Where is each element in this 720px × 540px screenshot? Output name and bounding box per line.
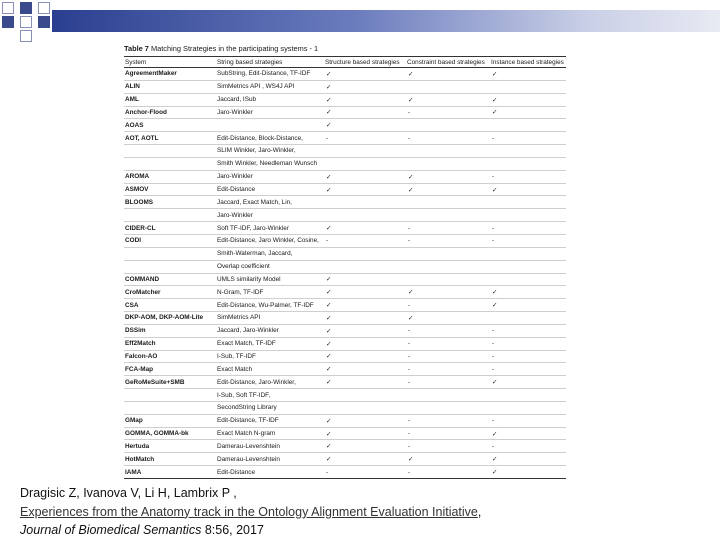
cell-constraint	[406, 273, 490, 286]
cell-constraint: -	[406, 376, 490, 389]
cell-structure: ✓	[324, 427, 406, 440]
table-row	[124, 145, 566, 158]
cell-system	[124, 401, 216, 414]
table-row	[124, 80, 566, 93]
table-row	[124, 337, 566, 350]
table-row	[124, 466, 566, 479]
cell-system	[124, 157, 216, 170]
table-row	[124, 453, 566, 466]
cell-string: Jaro-Winkler	[216, 209, 324, 222]
cell-structure: ✓	[324, 324, 406, 337]
cell-constraint: -	[406, 350, 490, 363]
cell-constraint: -	[406, 106, 490, 119]
cell-string: UMLS similarity Model	[216, 273, 324, 286]
cell-instance	[490, 312, 566, 325]
table-row	[124, 234, 566, 247]
cell-structure: ✓	[324, 222, 406, 235]
table-row	[124, 247, 566, 260]
cell-structure: ✓	[324, 183, 406, 196]
cell-system: CSA	[124, 299, 216, 312]
cell-system: COMMAND	[124, 273, 216, 286]
cell-instance: ✓	[490, 183, 566, 196]
cell-constraint: -	[406, 299, 490, 312]
cell-instance: ✓	[490, 453, 566, 466]
square-7	[20, 30, 32, 42]
cell-constraint	[406, 145, 490, 158]
cell-instance	[490, 157, 566, 170]
table-row	[124, 132, 566, 145]
cell-system	[124, 247, 216, 260]
cell-instance	[490, 273, 566, 286]
table-row	[124, 170, 566, 183]
cell-string: Exact Match, TF-IDF	[216, 337, 324, 350]
cell-string: SimMetrics API , WS4J API	[216, 80, 324, 93]
cell-constraint: -	[406, 324, 490, 337]
cell-structure: ✓	[324, 299, 406, 312]
citation-comma: ,	[477, 504, 482, 519]
table-row	[124, 68, 566, 81]
cell-structure: ✓	[324, 93, 406, 106]
cell-string: Smith-Waterman, Jaccard,	[216, 247, 324, 260]
cell-structure: ✓	[324, 363, 406, 376]
cell-instance: ✓	[490, 466, 566, 479]
cell-instance: -	[490, 324, 566, 337]
cell-string: Exact Match N-gram	[216, 427, 324, 440]
table-body	[124, 68, 566, 479]
matching-strategies-table	[124, 44, 566, 479]
cell-structure: ✓	[324, 376, 406, 389]
cell-system: CroMatcher	[124, 286, 216, 299]
cell-structure	[324, 389, 406, 402]
cell-system	[124, 260, 216, 273]
cell-instance	[490, 260, 566, 273]
cell-constraint	[406, 247, 490, 260]
cell-structure: ✓	[324, 119, 406, 132]
cell-constraint: ✓	[406, 453, 490, 466]
cell-structure: -	[324, 132, 406, 145]
table-row	[124, 312, 566, 325]
header-string: String based strategies	[216, 57, 324, 68]
table-row	[124, 157, 566, 170]
citation-volume: 8:56, 2017	[201, 523, 264, 537]
table-row	[124, 260, 566, 273]
cell-structure: ✓	[324, 337, 406, 350]
cell-system	[124, 209, 216, 222]
cell-string: Soft TF-IDF, Jaro-Winkler	[216, 222, 324, 235]
cell-instance: ✓	[490, 286, 566, 299]
header-system: System	[124, 57, 216, 68]
square-4	[20, 16, 32, 28]
cell-instance: -	[490, 350, 566, 363]
cell-structure: -	[324, 234, 406, 247]
cell-structure: ✓	[324, 106, 406, 119]
table-row	[124, 389, 566, 402]
cell-system: GMap	[124, 414, 216, 427]
cell-structure	[324, 145, 406, 158]
header-instance: Instance based strategies	[490, 57, 566, 68]
cell-system: CODI	[124, 234, 216, 247]
cell-string: Exact Match	[216, 363, 324, 376]
cell-system: ALIN	[124, 80, 216, 93]
cell-constraint	[406, 389, 490, 402]
cell-system: CIDER-CL	[124, 222, 216, 235]
cell-instance	[490, 247, 566, 260]
cell-instance: -	[490, 132, 566, 145]
citation-authors: Dragisic Z, Ivanova V, Li H, Lambrix P ,	[20, 486, 237, 500]
cell-constraint: -	[406, 440, 490, 453]
cell-constraint	[406, 157, 490, 170]
cell-system: AROMA	[124, 170, 216, 183]
cell-string: Edit-Distance	[216, 466, 324, 479]
table-header-row	[124, 57, 566, 68]
citation-title-line	[20, 503, 481, 522]
cell-system: DKP-AOM, DKP-AOM-Lite	[124, 312, 216, 325]
cell-structure	[324, 401, 406, 414]
cell-string: Smith Winkler, Needleman Wunsch	[216, 157, 324, 170]
cell-string: Jaccard, Exact Match, Lin,	[216, 196, 324, 209]
cell-constraint: -	[406, 234, 490, 247]
cell-instance: -	[490, 337, 566, 350]
cell-structure	[324, 157, 406, 170]
cell-system: Eff2Match	[124, 337, 216, 350]
cell-string: Jaro-Winkler	[216, 106, 324, 119]
cell-instance: ✓	[490, 376, 566, 389]
table-row	[124, 401, 566, 414]
cell-string: I-Sub, Soft TF-IDF,	[216, 389, 324, 402]
cell-constraint	[406, 196, 490, 209]
table-row	[124, 363, 566, 376]
cell-system: GOMMA, GOMMA-bk	[124, 427, 216, 440]
cell-structure: ✓	[324, 80, 406, 93]
cell-system: AgreementMaker	[124, 68, 216, 81]
table-row	[124, 196, 566, 209]
strategies-table	[124, 56, 566, 479]
header-constraint: Constraint based strategies	[406, 57, 490, 68]
cell-constraint: ✓	[406, 183, 490, 196]
cell-string: Damerau-Levenshtein	[216, 453, 324, 466]
table-row	[124, 209, 566, 222]
cell-constraint	[406, 209, 490, 222]
cell-structure: ✓	[324, 273, 406, 286]
table-row	[124, 440, 566, 453]
cell-constraint: ✓	[406, 68, 490, 81]
cell-instance: -	[490, 363, 566, 376]
cell-string: Edit-Distance, Jaro Winkler, Cosine,	[216, 234, 324, 247]
table-row	[124, 183, 566, 196]
cell-constraint: ✓	[406, 312, 490, 325]
cell-structure: ✓	[324, 453, 406, 466]
cell-string	[216, 119, 324, 132]
square-5	[38, 2, 50, 14]
table-row	[124, 222, 566, 235]
cell-instance	[490, 389, 566, 402]
square-6	[38, 16, 50, 28]
cell-system: AOT, AOTL	[124, 132, 216, 145]
cell-structure	[324, 260, 406, 273]
table-row	[124, 324, 566, 337]
cell-constraint	[406, 80, 490, 93]
table-row	[124, 414, 566, 427]
table-caption-text: Matching Strategies in the participating systems - 1	[150, 44, 319, 53]
citation-title-link[interactable]: Experiences from the Anatomy track in the Ontology Alignment Evaluation Initiative	[20, 504, 478, 519]
cell-string: Edit-Distance, Wu-Palmer, TF-IDF	[216, 299, 324, 312]
cell-constraint	[406, 260, 490, 273]
cell-system: DSSim	[124, 324, 216, 337]
cell-system: HotMatch	[124, 453, 216, 466]
cell-instance	[490, 401, 566, 414]
cell-instance	[490, 119, 566, 132]
cell-constraint: ✓	[406, 286, 490, 299]
cell-instance: ✓	[490, 427, 566, 440]
cell-string: SLIM Winkler, Jaro-Winkler,	[216, 145, 324, 158]
cell-instance: -	[490, 222, 566, 235]
cell-system: AOAS	[124, 119, 216, 132]
cell-string: Overlap coefficient	[216, 260, 324, 273]
cell-string: SecondString Library	[216, 401, 324, 414]
cell-constraint: -	[406, 222, 490, 235]
cell-structure	[324, 247, 406, 260]
table-row	[124, 376, 566, 389]
cell-string: Edit-Distance, Block-Distance,	[216, 132, 324, 145]
cell-instance: ✓	[490, 299, 566, 312]
cell-system	[124, 389, 216, 402]
cell-instance: ✓	[490, 106, 566, 119]
square-3	[2, 16, 14, 28]
cell-constraint: -	[406, 132, 490, 145]
cell-structure: -	[324, 466, 406, 479]
cell-structure: ✓	[324, 312, 406, 325]
cell-instance: ✓	[490, 68, 566, 81]
cell-constraint	[406, 119, 490, 132]
table-row	[124, 350, 566, 363]
table-row	[124, 286, 566, 299]
cell-string: Jaccard, Jaro-Winkler	[216, 324, 324, 337]
cell-constraint: -	[406, 337, 490, 350]
cell-constraint: -	[406, 363, 490, 376]
cell-string: Damerau-Levenshtein	[216, 440, 324, 453]
table-caption-label: Table 7	[124, 44, 149, 53]
cell-string: I-Sub, TF-IDF	[216, 350, 324, 363]
cell-instance	[490, 196, 566, 209]
cell-system: Hertuda	[124, 440, 216, 453]
square-2	[20, 2, 32, 14]
cell-string: Edit-Distance	[216, 183, 324, 196]
cell-string: Edit-Distance, Jaro-Winkler,	[216, 376, 324, 389]
title-bar	[52, 10, 720, 32]
cell-system: Anchor-Flood	[124, 106, 216, 119]
table-row	[124, 119, 566, 132]
cell-constraint: ✓	[406, 93, 490, 106]
cell-instance: -	[490, 234, 566, 247]
cell-string: SimMetrics API	[216, 312, 324, 325]
cell-structure: ✓	[324, 350, 406, 363]
cell-instance	[490, 209, 566, 222]
cell-string: Edit-Distance, TF-IDF	[216, 414, 324, 427]
table-row	[124, 427, 566, 440]
cell-system: AML	[124, 93, 216, 106]
cell-string: Jaccard, ISub	[216, 93, 324, 106]
cell-instance: -	[490, 170, 566, 183]
header-structure: Structure based strategies	[324, 57, 406, 68]
cell-system: IAMA	[124, 466, 216, 479]
cell-constraint	[406, 401, 490, 414]
cell-structure: ✓	[324, 414, 406, 427]
cell-instance	[490, 80, 566, 93]
cell-constraint: -	[406, 414, 490, 427]
cell-system: GeRoMeSuite+SMB	[124, 376, 216, 389]
citation-journal: Journal of Biomedical Semantics	[20, 523, 202, 537]
cell-structure: ✓	[324, 286, 406, 299]
table-row	[124, 106, 566, 119]
cell-system: BLOOMS	[124, 196, 216, 209]
cell-system: ASMOV	[124, 183, 216, 196]
cell-instance: -	[490, 440, 566, 453]
table-caption	[124, 44, 566, 53]
cell-constraint: -	[406, 466, 490, 479]
cell-structure: ✓	[324, 440, 406, 453]
cell-structure	[324, 196, 406, 209]
cell-structure: ✓	[324, 170, 406, 183]
table-row	[124, 299, 566, 312]
cell-instance: ✓	[490, 93, 566, 106]
table-row	[124, 93, 566, 106]
cell-system: FCA-Map	[124, 363, 216, 376]
cell-structure: ✓	[324, 68, 406, 81]
table-row	[124, 273, 566, 286]
cell-constraint: ✓	[406, 170, 490, 183]
cell-string: Jaro-Winkler	[216, 170, 324, 183]
citation	[20, 484, 481, 540]
cell-instance	[490, 145, 566, 158]
citation-journal-line	[20, 521, 481, 540]
square-1	[2, 2, 14, 14]
cell-instance: -	[490, 414, 566, 427]
cell-structure	[324, 209, 406, 222]
cell-string: N-Gram, TF-IDF	[216, 286, 324, 299]
cell-constraint: -	[406, 427, 490, 440]
cell-system	[124, 145, 216, 158]
cell-system: Falcon-AO	[124, 350, 216, 363]
cell-string: SubString, Edit-Distance, TF-IDF	[216, 68, 324, 81]
